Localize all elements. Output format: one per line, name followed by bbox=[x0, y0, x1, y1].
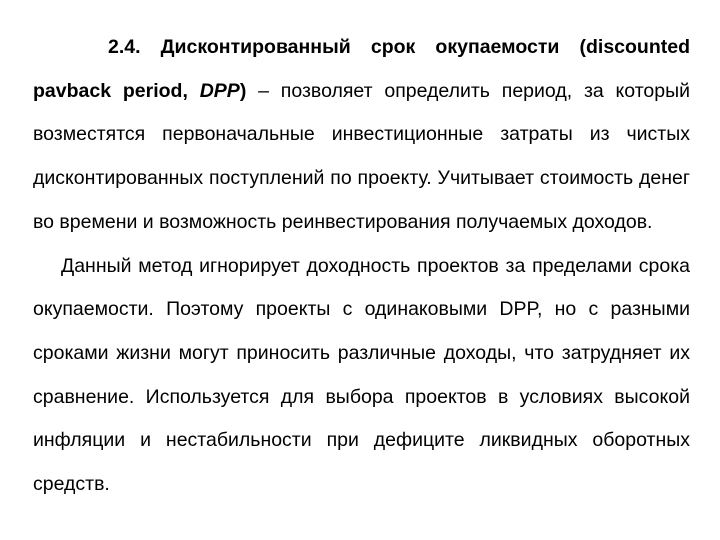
definition-text: – позволяет определить период, за который возместятся первоначальные инвестиционные затраты из чистых дисконтированных поступлений по проекту. Учитывает стоимость денег во времени и возможность реинвестирования получаемых доходов. bbox=[33, 79, 691, 233]
section-heading: 2.4. Дисконтированный срок окупаемости (discounted pavback period, bbox=[33, 36, 690, 102]
paragraph-limitations bbox=[33, 245, 690, 507]
closing-parenthesis: ) bbox=[239, 79, 247, 102]
paragraph-definition bbox=[33, 26, 690, 245]
term-abbreviation: DPP bbox=[199, 79, 240, 102]
limitations-text: Данный метод игнорирует доходность проектов за пределами срока окупаемости. Поэтому проекты с одинаковыми DPP, но с разными сроками жизни могут приносить различные доходы, что затрудняет их сравнение. Используется для выбора проектов в условиях высокой инфляции и нестабильности при дефиците ликвидных оборотных средств. bbox=[33, 254, 690, 496]
